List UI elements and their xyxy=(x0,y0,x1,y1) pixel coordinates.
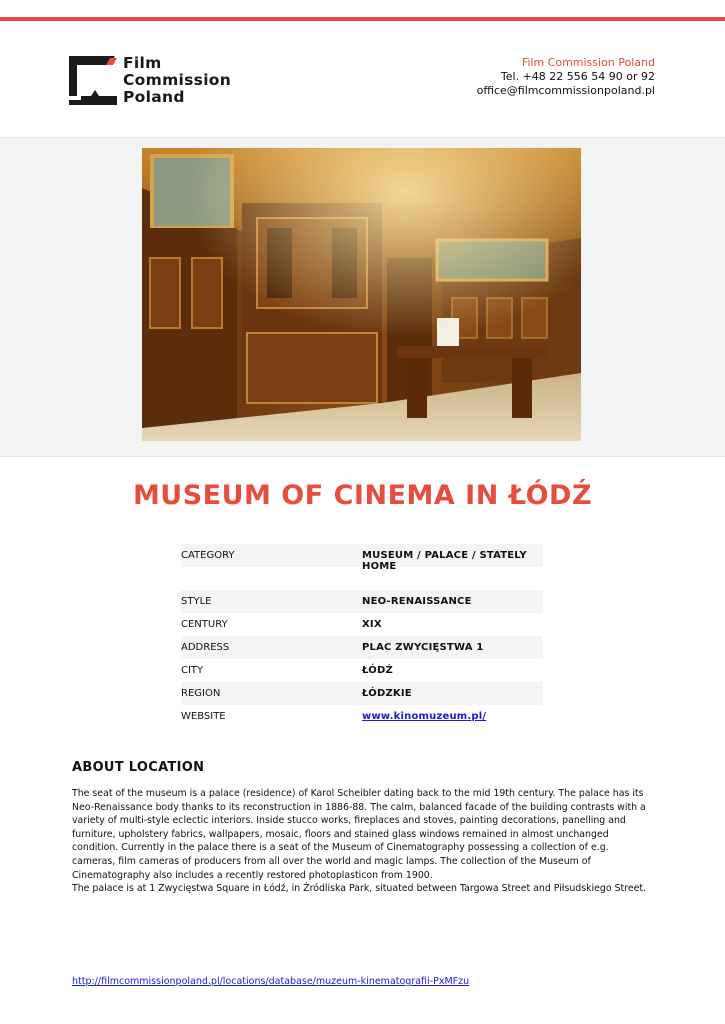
details-row-category xyxy=(181,544,543,572)
interior-photo-illustration xyxy=(142,148,581,441)
details-row-website xyxy=(181,705,543,728)
details-row-city xyxy=(181,659,543,682)
details-table xyxy=(181,544,543,728)
website-label: WEBSITE xyxy=(181,711,226,722)
details-row-style xyxy=(181,590,543,613)
details-spacer xyxy=(181,567,543,590)
category-value: MUSEUM / PALACE / STATELY HOME xyxy=(362,550,527,572)
city-value: ŁÓDŹ xyxy=(362,665,393,676)
address-label: ADDRESS xyxy=(181,642,230,653)
logo-frame-icon xyxy=(69,56,117,106)
contact-org: Film Commission Poland xyxy=(521,56,655,69)
logo-line-3: Poland xyxy=(123,88,185,106)
logo-line-1: Film xyxy=(123,54,162,72)
region-label: REGION xyxy=(181,688,221,699)
page-title: MUSEUM OF CINEMA IN ŁÓDŹ xyxy=(132,480,593,511)
city-label: CITY xyxy=(181,665,204,676)
logo-line-2: Commission xyxy=(123,71,232,89)
style-value: NEO-RENAISSANCE xyxy=(362,596,472,607)
contact-email[interactable]: office@filmcommissionpoland.pl xyxy=(476,84,655,97)
about-paragraph-1: The seat of the museum is a palace (residence) of Karol Scheibler dating back to the mid 19th century. The palace has its Neo-Renaissance body thanks to its reconstruction in 1886-88. The calm, balanced facade of the building contrasts with a variety of multi-style eclectic interiors. Inside stucco works, fireplaces and stoves, painting decorations, panelling and furniture, upholstery fabrics, wallpapers, mosaic, floors and stained glass windows remained in almost unchanged condition. Currently in the palace there is a seat of the Museum of Cinematography possessing a collection of e.g. cameras, film cameras of producers from all over the world and magic lamps. The collection of the Museum of Cinematography also includes a recently restored photoplasticon from 1900. xyxy=(72,788,646,881)
region-value: ŁÓDZKIE xyxy=(362,688,412,699)
about-heading: ABOUT LOCATION xyxy=(72,760,205,775)
details-row-region xyxy=(181,682,543,705)
about-text xyxy=(72,787,654,896)
location-photo xyxy=(142,148,581,441)
contact-phone: Tel. +48 22 556 54 90 or 92 xyxy=(500,70,655,83)
details-row-century xyxy=(181,613,543,636)
about-paragraph-2: The palace is at 1 Zwycięstwa Square in Łódź, in Źródliska Park, situated between Targowa Street and Piłsudskiego Street. xyxy=(72,883,647,895)
top-accent-bar xyxy=(0,17,725,21)
century-label: CENTURY xyxy=(181,619,228,630)
footer-url-link[interactable]: http://filmcommissionpoland.pl/locations/database/muzeum-kinematografii-PxMFzu xyxy=(72,976,470,987)
style-label: STYLE xyxy=(181,596,212,607)
film-commission-poland-logo[interactable] xyxy=(69,56,239,108)
logo-wordmark xyxy=(123,55,231,106)
contact-block xyxy=(477,56,655,98)
century-value: XIX xyxy=(362,619,382,630)
website-link[interactable]: www.kinomuzeum.pl/ xyxy=(362,711,487,722)
category-label: CATEGORY xyxy=(181,550,235,561)
details-row-address xyxy=(181,636,543,659)
address-value: PLAC ZWYCIĘSTWA 1 xyxy=(362,642,484,653)
